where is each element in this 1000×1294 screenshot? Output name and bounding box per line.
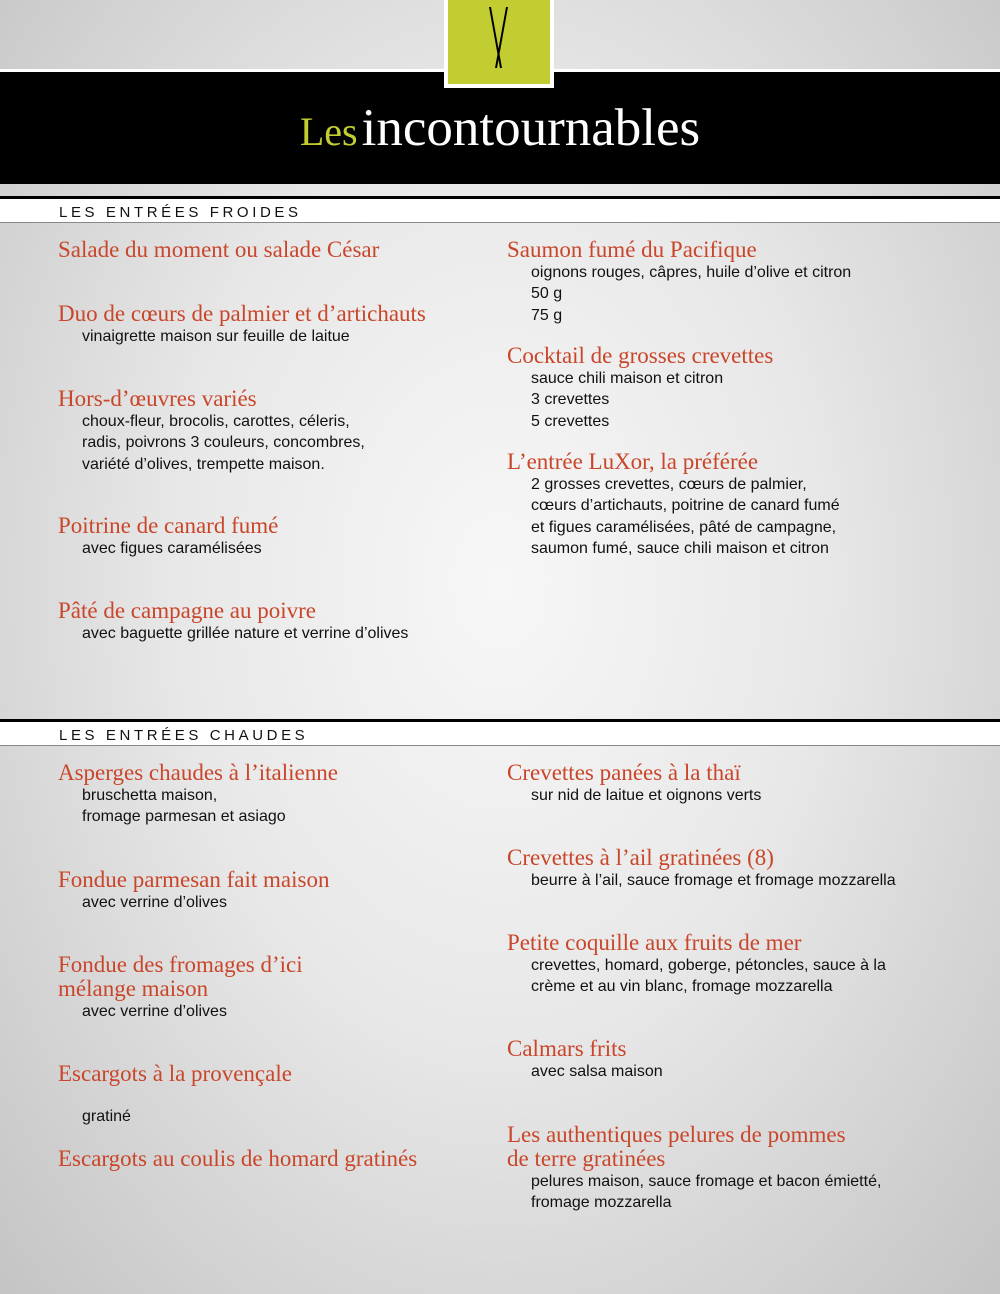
menu-item <box>58 761 498 828</box>
item-description: crevettes, homard, goberge, pétoncles, sauce à la crème et au vin blanc, fromage mozzarella <box>531 957 886 996</box>
item-description: sur nid de laitue et oignons verts <box>531 787 762 804</box>
menu-item <box>58 599 498 644</box>
item-description: avec verrine d’olives <box>82 894 227 911</box>
item-name: Crevettes panées à la thaï <box>507 760 741 785</box>
item-description: vinaigrette maison sur feuille de laitue <box>82 328 350 345</box>
item-description: gratiné <box>82 1108 131 1125</box>
item-name: Petite coquille aux fruits de mer <box>507 930 802 955</box>
item-name: Fondue des fromages d’ici mélange maison <box>58 952 303 1001</box>
item-name: Les authentiques pelures de pommes de terre gratinées <box>507 1122 846 1171</box>
item-name: Cocktail de grosses crevettes <box>507 343 774 368</box>
menu-item <box>58 1147 498 1171</box>
menu-item <box>58 868 498 913</box>
menu-item <box>507 931 947 998</box>
menu-item <box>507 1037 947 1082</box>
item-description: avec figues caramélisées <box>82 540 262 557</box>
item-name: Fondue parmesan fait maison <box>58 867 330 892</box>
item-name: Escargots au coulis de homard gratinés <box>58 1146 418 1171</box>
menu-item <box>507 450 947 559</box>
item-description: avec baguette grillée nature et verrine d’olives <box>82 625 409 642</box>
item-name: Asperges chaudes à l’italienne <box>58 760 338 785</box>
item-description: pelures maison, sauce fromage et bacon émietté, fromage mozzarella <box>531 1173 882 1212</box>
item-name: Poitrine de canard fumé <box>58 513 279 538</box>
menu-item <box>58 302 498 347</box>
item-name: Hors-d’œuvres variés <box>58 386 257 411</box>
logo-x-mark <box>448 0 550 84</box>
section-label-froides: LES ENTRÉES FROIDES <box>59 204 302 221</box>
menu-item <box>58 387 498 475</box>
menu-item <box>58 514 498 559</box>
item-name: Calmars frits <box>507 1036 627 1061</box>
item-name: Salade du moment ou salade César <box>58 237 380 262</box>
item-name: Saumon fumé du Pacifique <box>507 237 757 262</box>
item-name: L’entrée LuXor, la préférée <box>507 449 759 474</box>
item-description: choux-fleur, brocolis, carottes, céleris, radis, poivrons 3 couleurs, concombres, variété d’olives, trempette maison. <box>82 413 365 473</box>
menu-item <box>507 761 947 806</box>
item-description: avec verrine d’olives <box>82 1003 227 1020</box>
menu-item <box>58 1062 498 1086</box>
section-header-chaudes <box>0 719 1000 746</box>
item-name: Duo de cœurs de palmier et d’artichauts <box>58 301 426 326</box>
menu-item <box>507 846 947 891</box>
item-description: 2 grosses crevettes, cœurs de palmier, cœurs d’artichauts, poitrine de canard fumé et figues caramélisées, pâté de campagne, saumon fumé, sauce chili maison et citron <box>531 476 840 557</box>
title-prefix: Les <box>299 109 358 154</box>
section-label-chaudes: LES ENTRÉES CHAUDES <box>59 727 309 744</box>
menu-item <box>507 344 947 432</box>
item-name: Crevettes à l’ail gratinées (8) <box>507 845 774 870</box>
page-title <box>0 98 1000 158</box>
item-description: bruschetta maison, fromage parmesan et asiago <box>82 787 286 826</box>
item-description: oignons rouges, câpres, huile d’olive et citron 50 g 75 g <box>531 264 852 324</box>
item-name: Escargots à la provençale <box>58 1061 292 1086</box>
logo <box>444 0 554 88</box>
item-description: avec salsa maison <box>531 1063 663 1080</box>
menu-item <box>507 1123 947 1214</box>
item-description: beurre à l’ail, sauce fromage et fromage mozzarella <box>531 872 896 889</box>
menu-item <box>507 238 947 326</box>
title-main: incontournables <box>361 99 701 157</box>
section-header-froides <box>0 196 1000 223</box>
item-name: Pâté de campagne au poivre <box>58 598 316 623</box>
item-description: sauce chili maison et citron 3 crevettes 5 crevettes <box>531 370 724 430</box>
menu-item <box>58 953 498 1022</box>
menu-item <box>58 238 498 262</box>
